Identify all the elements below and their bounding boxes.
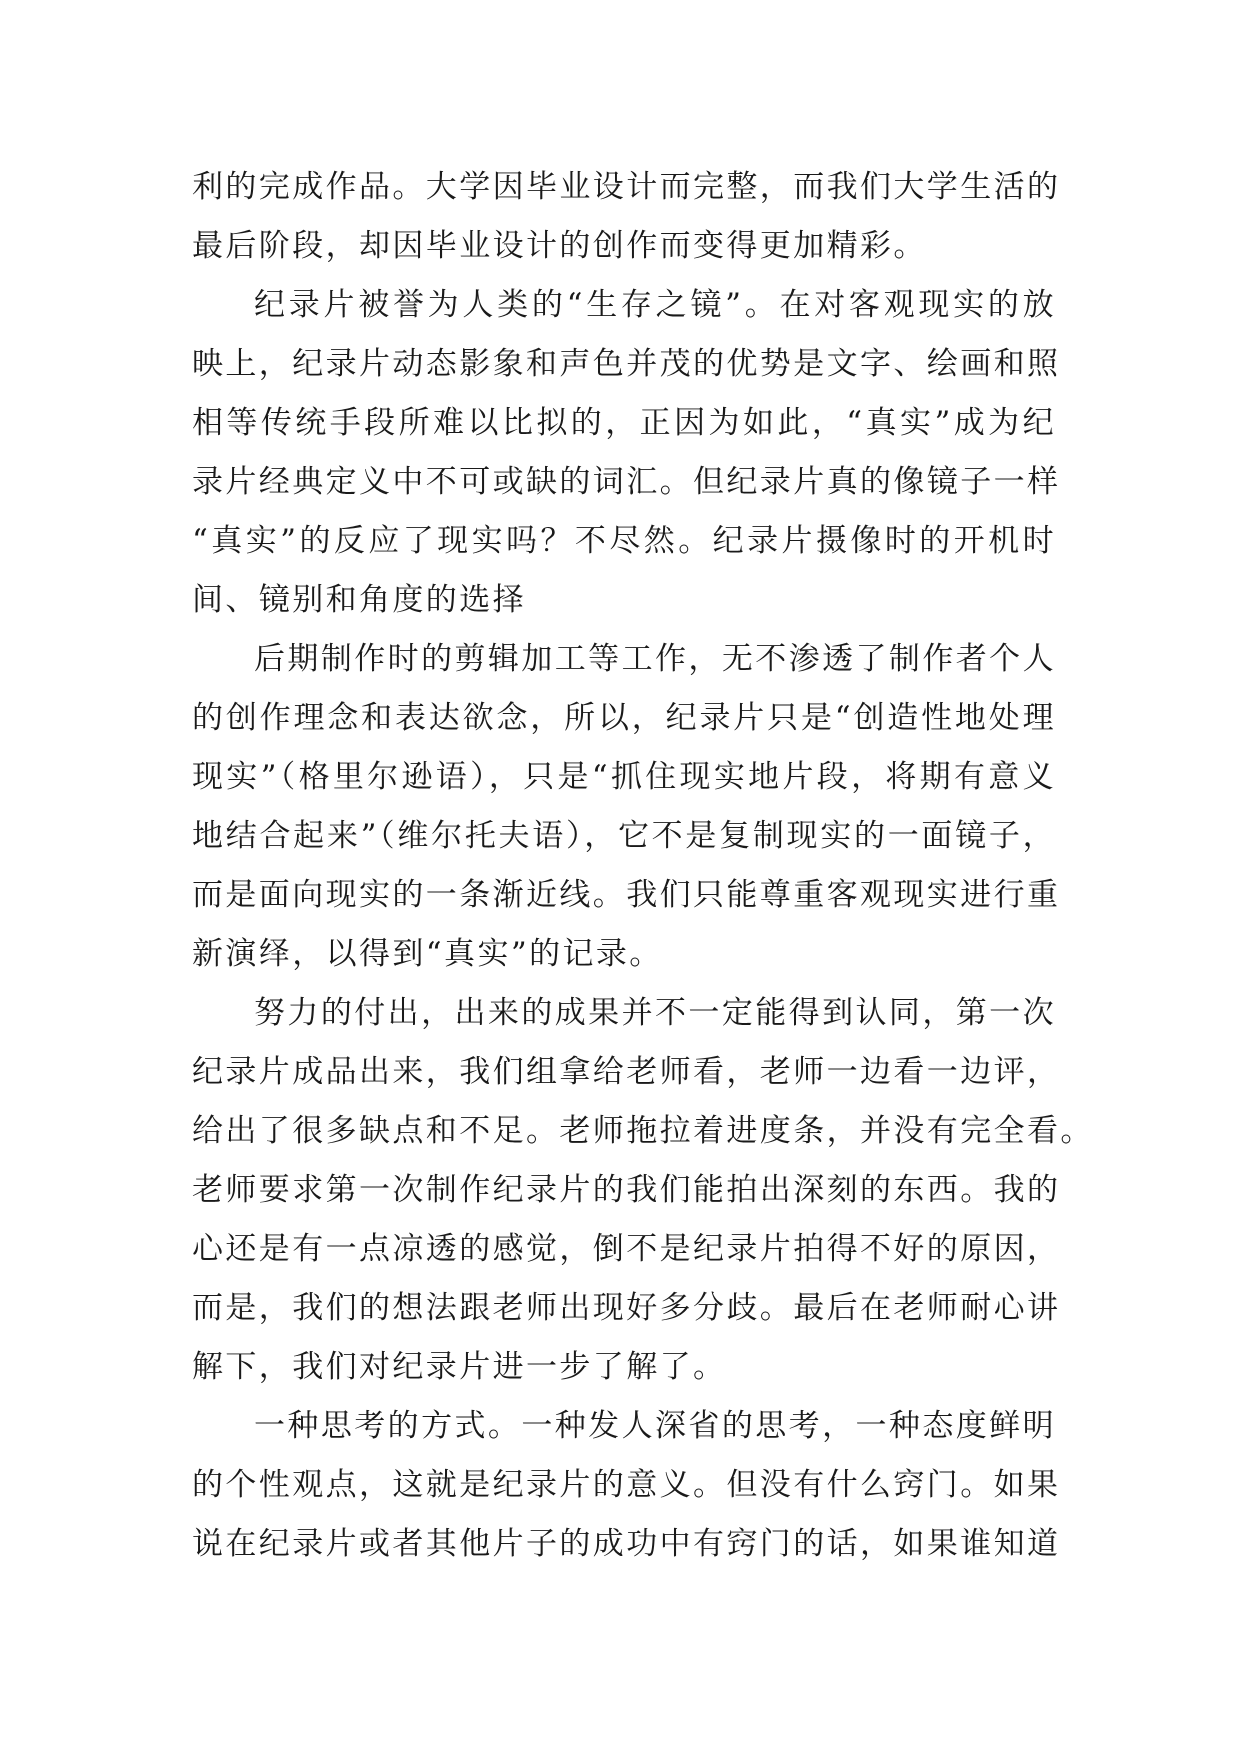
- paragraph-first-line: 纪录片被誉为人类的“生存之镜”。在对客观现实的放: [254, 287, 1056, 323]
- text-line: 解下，我们对纪录片进一步了解了。: [192, 1349, 727, 1385]
- text-line: 利的完成作品。大学因毕业设计而完整，而我们大学生活的: [192, 169, 1061, 205]
- text-line: 而是，我们的想法跟老师出现好多分歧。最后在老师耐心讲: [192, 1290, 1061, 1326]
- text-line: 新演绎，以得到“真实”的记录。: [192, 936, 663, 972]
- paragraph-first-line: 后期制作时的剪辑加工等工作，无不渗透了制作者个人: [254, 641, 1056, 677]
- text-line: 映上，纪录片动态影象和声色并茂的优势是文字、绘画和照: [192, 346, 1061, 382]
- text-line: 相等传统手段所难以比拟的，正因为如此，“真实”成为纪: [192, 405, 1056, 441]
- text-line: 间、镜别和角度的选择: [192, 582, 526, 618]
- text-line: 现实”（格里尔逊语），只是“抓住现实地片段，将期有意义: [192, 759, 1056, 795]
- text-line: 给出了很多缺点和不足。老师拖拉着进度条，并没有完全看。: [192, 1113, 1094, 1149]
- text-line: 心还是有一点凉透的感觉，倒不是纪录片拍得不好的原因，: [192, 1231, 1061, 1267]
- text-line: 录片经典定义中不可或缺的词汇。但纪录片真的像镜子一样: [192, 464, 1061, 500]
- text-line: 的个性观点，这就是纪录片的意义。但没有什么窍门。如果: [192, 1467, 1061, 1503]
- text-line: 纪录片成品出来，我们组拿给老师看，老师一边看一边评，: [192, 1054, 1061, 1090]
- text-line: 说在纪录片或者其他片子的成功中有窍门的话，如果谁知道: [192, 1526, 1061, 1562]
- paragraph-first-line: 努力的付出，出来的成果并不一定能得到认同，第一次: [254, 995, 1056, 1031]
- text-line: 地结合起来”（维尔托夫语），它不是复制现实的一面镜子，: [192, 818, 1056, 854]
- document-body: [192, 158, 1094, 1574]
- text-line: 的创作理念和表达欲念，所以，纪录片只是“创造性地处理: [192, 700, 1056, 736]
- text-line: 而是面向现实的一条渐近线。我们只能尊重客观现实进行重: [192, 877, 1061, 913]
- text-line: 老师要求第一次制作纪录片的我们能拍出深刻的东西。我的: [192, 1172, 1061, 1208]
- text-line: 最后阶段，却因毕业设计的创作而变得更加精彩。: [192, 228, 927, 264]
- text-line: “真实”的反应了现实吗？不尽然。纪录片摄像时的开机时: [192, 523, 1056, 559]
- paragraph-first-line: 一种思考的方式。一种发人深省的思考，一种态度鲜明: [254, 1408, 1056, 1444]
